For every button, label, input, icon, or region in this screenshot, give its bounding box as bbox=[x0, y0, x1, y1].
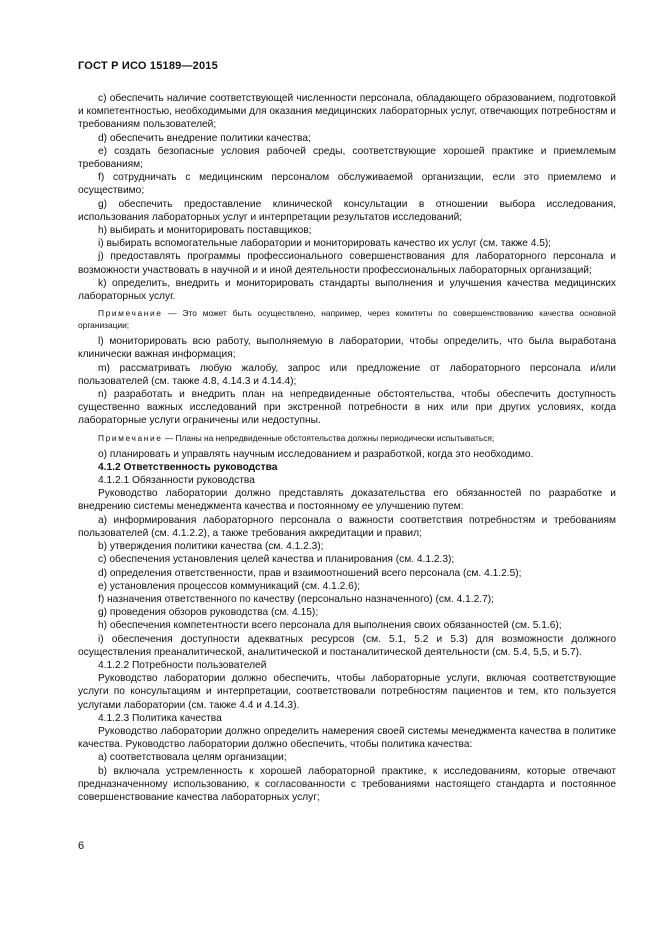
note bbox=[78, 307, 616, 331]
paragraph: g) проведения обзоров руководства (см. 4.15); bbox=[98, 607, 319, 619]
paragraph: h) выбирать и мониторировать поставщиков; bbox=[98, 225, 312, 237]
paragraph: l) мониторировать всю работу, выполняемую в лаборатории, чтобы определить, что была выработана клинически важная информация; bbox=[78, 336, 616, 361]
paragraph: j) предоставлять программы профессионального совершенствования для лабораторного персонала и возможности участвовать в научной и и иной деятельности профессиональных лабораторных организаций; bbox=[78, 251, 616, 276]
paragraph: i) обеспечения доступности адекватных ресурсов (см. 5.1, 5.2 и 5.3) для возможности должного осуществления преаналитической, аналитической и постаналитической деятельности (см. 5.4, 5,5, и 5.7). bbox=[78, 633, 616, 658]
paragraph: Руководство лаборатории должно обеспечить, чтобы лабораторные услуги, включая соответствующие услуги по консультациям и интерпретации, соответствовали потребностям пациентов и тем, кто пользуется услугами лаборатории (см. также 4.4 и 4.14.3). bbox=[78, 673, 616, 711]
paragraph: k) определить, внедрить и мониторировать стандарты выполнения и улучшения качества медицинских лабораторных услуг. bbox=[78, 277, 616, 303]
section-heading: 4.1.2 Ответственность руководства bbox=[98, 461, 278, 473]
paragraph: m) рассматривать любую жалобу, запрос или предложение от лабораторного персонала и/или пользователей (см. также 4.8, 4.14.3 и 4.14.4); bbox=[78, 362, 616, 387]
paragraph: b) утверждения политики качества (см. 4.1.2.3); bbox=[98, 541, 324, 553]
paragraph: d) определения ответственности, прав и взаимоотношений всего персонала (см. 4.1.2.5); bbox=[98, 567, 522, 579]
note-label: Примечание bbox=[98, 308, 163, 319]
note bbox=[78, 432, 616, 444]
paragraph: Руководство лаборатории должно представлять доказательства его обязанностей по разработке и внедрению системы менеджмента качества и постоянному ее улучшению путем: bbox=[78, 488, 616, 513]
paragraph: Руководство лаборатории должно определить намерения своей системы менеджмента качества в политике качества. Руководство лаборатории должно обеспечить, чтобы политика качества: bbox=[78, 725, 616, 751]
subsection-title: 4.1.2.3 Политика качества bbox=[98, 712, 222, 724]
document-body bbox=[78, 92, 616, 804]
note-text: — Это может быть осуществлено, например, через комитеты по совершенствованию качества основной организации; bbox=[78, 308, 616, 331]
paragraph: b) включала устремленность к хорошей лабораторной практике, к исследованиям, которые отвечают предназначенному использованию, к согласованности с требованиями настоящего стандарта и постоянное совершенствование качества лабораторных услуг; bbox=[78, 765, 616, 803]
paragraph: e) создать безопасные условия рабочей среды, соответствующие хорошей практике и приемлемым требованиям; bbox=[78, 145, 616, 171]
paragraph: i) выбирать вспомогательные лаборатории и мониторировать качество их услуг (см. также 4.5); bbox=[98, 238, 552, 250]
paragraph: h) обеспечения компетентности всего персонала для выполнения своих обязанностей (см. 5.1.6); bbox=[98, 620, 562, 632]
subsection-title: 4.1.2.1 Обязанности руководства bbox=[98, 475, 255, 487]
page-number: 6 bbox=[78, 840, 85, 852]
paragraph: g) обеспечить предоставление клинической консультации в отношении выбора исследования, использования лабораторных услуг и интерпретации результатов исследований; bbox=[78, 198, 616, 223]
paragraph: e) установления процессов коммуникаций (см. 4.1.2.6); bbox=[98, 580, 361, 592]
note-text: — Планы на непредвиденные обстоятельства должны периодически испытываться; bbox=[162, 432, 495, 443]
subsection-title: 4.1.2.2 Потребности пользователей bbox=[98, 659, 267, 671]
paragraph: f) назначения ответственного по качеству (персонально назначенного) (см. 4.1.2.7); bbox=[98, 593, 494, 605]
paragraph: a) информирования лабораторного персонала о важности соответствия потребностям и требованиям пользователей (см. 4.1.2.2), а также требования аккредитации и правил; bbox=[78, 514, 616, 539]
paragraph: n) разработать и внедрить план на непредвиденные обстоятельства, чтобы обеспечить доступность существенно важных исследований при экстренной потребности в них или при других условиях, когда лабораторные услуги ограничены или недоступны. bbox=[78, 389, 616, 427]
paragraph: d) обеспечить внедрение политики качества; bbox=[98, 132, 311, 144]
paragraph: a) соответствовала целям организации; bbox=[98, 752, 287, 764]
paragraph: c) обеспечения установления целей качества и планирования (см. 4.1.2.3); bbox=[98, 554, 455, 566]
paragraph: f) сотрудничать с медицинским персоналом обслуживаемой организации, если это приемлемо и осуществимо; bbox=[78, 172, 616, 197]
paragraph: c) обеспечить наличие соответствующей численности персонала, обладающего образованием, подготовкой и компетентностью, необходимыми для оказания медицинских лабораторных услуг, отвечающих потребностям и требованиям пользователей; bbox=[78, 93, 616, 131]
note-label: Примечание bbox=[98, 432, 163, 443]
paragraph: o) планировать и управлять научным исследованием и разработкой, когда это необходимо. bbox=[98, 448, 534, 460]
document-header: ГОСТ Р ИСО 15189—2015 bbox=[78, 60, 218, 72]
